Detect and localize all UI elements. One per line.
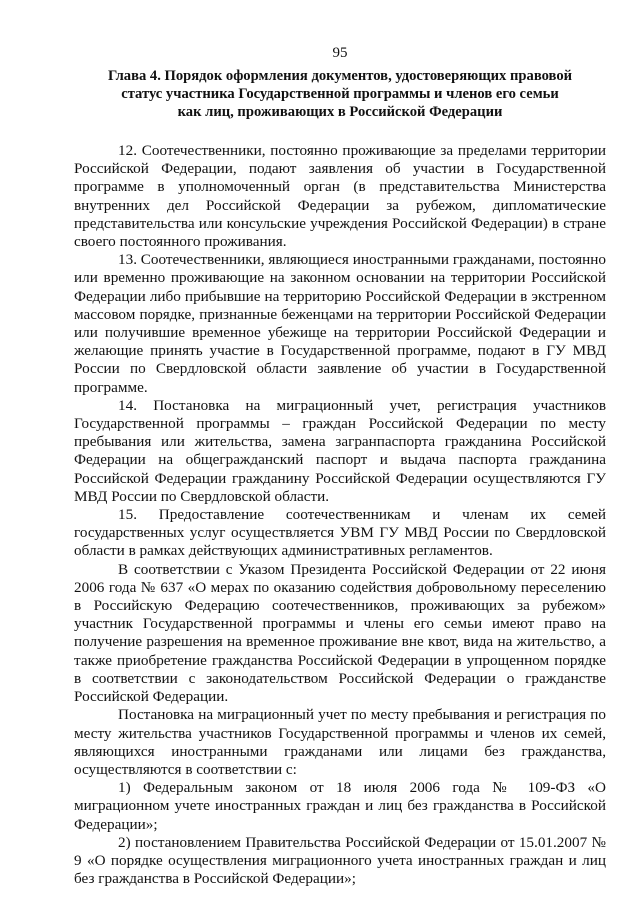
chapter-title-line-2: статус участника Государственной программы и членов его семьи: [121, 86, 559, 102]
paragraph-14: 14. Постановка на миграционный учет, регистрация участников Государственной программы – граждан Российской Федерации по месту пребывания или жительства, замена загранпаспорта гражданина Российской Федерации на общегражданский паспорт и выдача паспорта гражданина Российской Федерации гражданину Российской Федерации осуществляются ГУ МВД России по Свердловской области.: [74, 396, 606, 505]
paragraph-migration-registration: Постановка на миграционный учет по месту пребывания и регистрация по месту жительства участников Государственной программы и членов их семей, являющихся иностранными гражданами или лицами без гражданства, осуществляются в соответствии с:: [74, 706, 606, 778]
paragraph-13: 13. Соотечественники, являющиеся иностранными гражданами, постоянно или временно проживающие на законном основании на территории Российской Федерации либо прибывшие на территорию Российской Федерации в экстренном массовом порядке, признанные беженцами на территории Российской Федерации или получившие временное убежище на территории Российской Федерации и желающие принять участие в Государственной программе, подают в ГУ МВД России по Свердловской области заявление об участии в Государственной программе.: [74, 251, 606, 396]
document-page: [74, 44, 606, 888]
paragraph-12: 12. Соотечественники, постоянно проживающие за пределами территории Российской Федерации, подают заявления об участии в Государственной программе в уполномоченный орган (в представительства Министерства внутренних дел Российской Федерации за рубежом, дипломатические представительства или консульские учреждения Российской Федерации) в стране своего постоянного проживания.: [74, 142, 606, 251]
list-item-government-resolution: 2) постановлением Правительства Российской Федерации от 15.01.2007 № 9 «О порядке осуществления миграционного учета иностранных граждан и лиц без гражданства в Российской Федерации»;: [74, 833, 606, 888]
chapter-title: [74, 67, 606, 121]
paragraph-decree: В соответствии с Указом Президента Российской Федерации от 22 июня 2006 года № 637 «О мерах по оказанию содействия добровольному переселению в Российскую Федерацию соотечественников, проживающих за рубежом» участник Государственной программы и члены его семьи имеют право на получение разрешения на временное проживание вне квот, вида на жительство, а также приобретение гражданства Российской Федерации в упрощенном порядке в соответствии с законодательством Российской Федерации о гражданстве Российской Федерации.: [74, 560, 606, 706]
list-item-federal-law: 1) Федеральным законом от 18 июля 2006 года № 109-ФЗ «О миграционном учете иностранных граждан и лиц без гражданства в Российской Федерации»;: [74, 779, 606, 833]
chapter-title-line-1: Глава 4. Порядок оформления документов, удостоверяющих правовой: [107, 68, 573, 84]
paragraph-15: 15. Предоставление соотечественникам и членам их семей государственных услуг осуществляется УВМ ГУ МВД России по Свердловской области в рамках действующих административных регламентов.: [74, 506, 606, 560]
chapter-title-line-3: как лиц, проживающих в Российской Федерации: [177, 104, 503, 120]
page-number: 95: [332, 45, 348, 61]
